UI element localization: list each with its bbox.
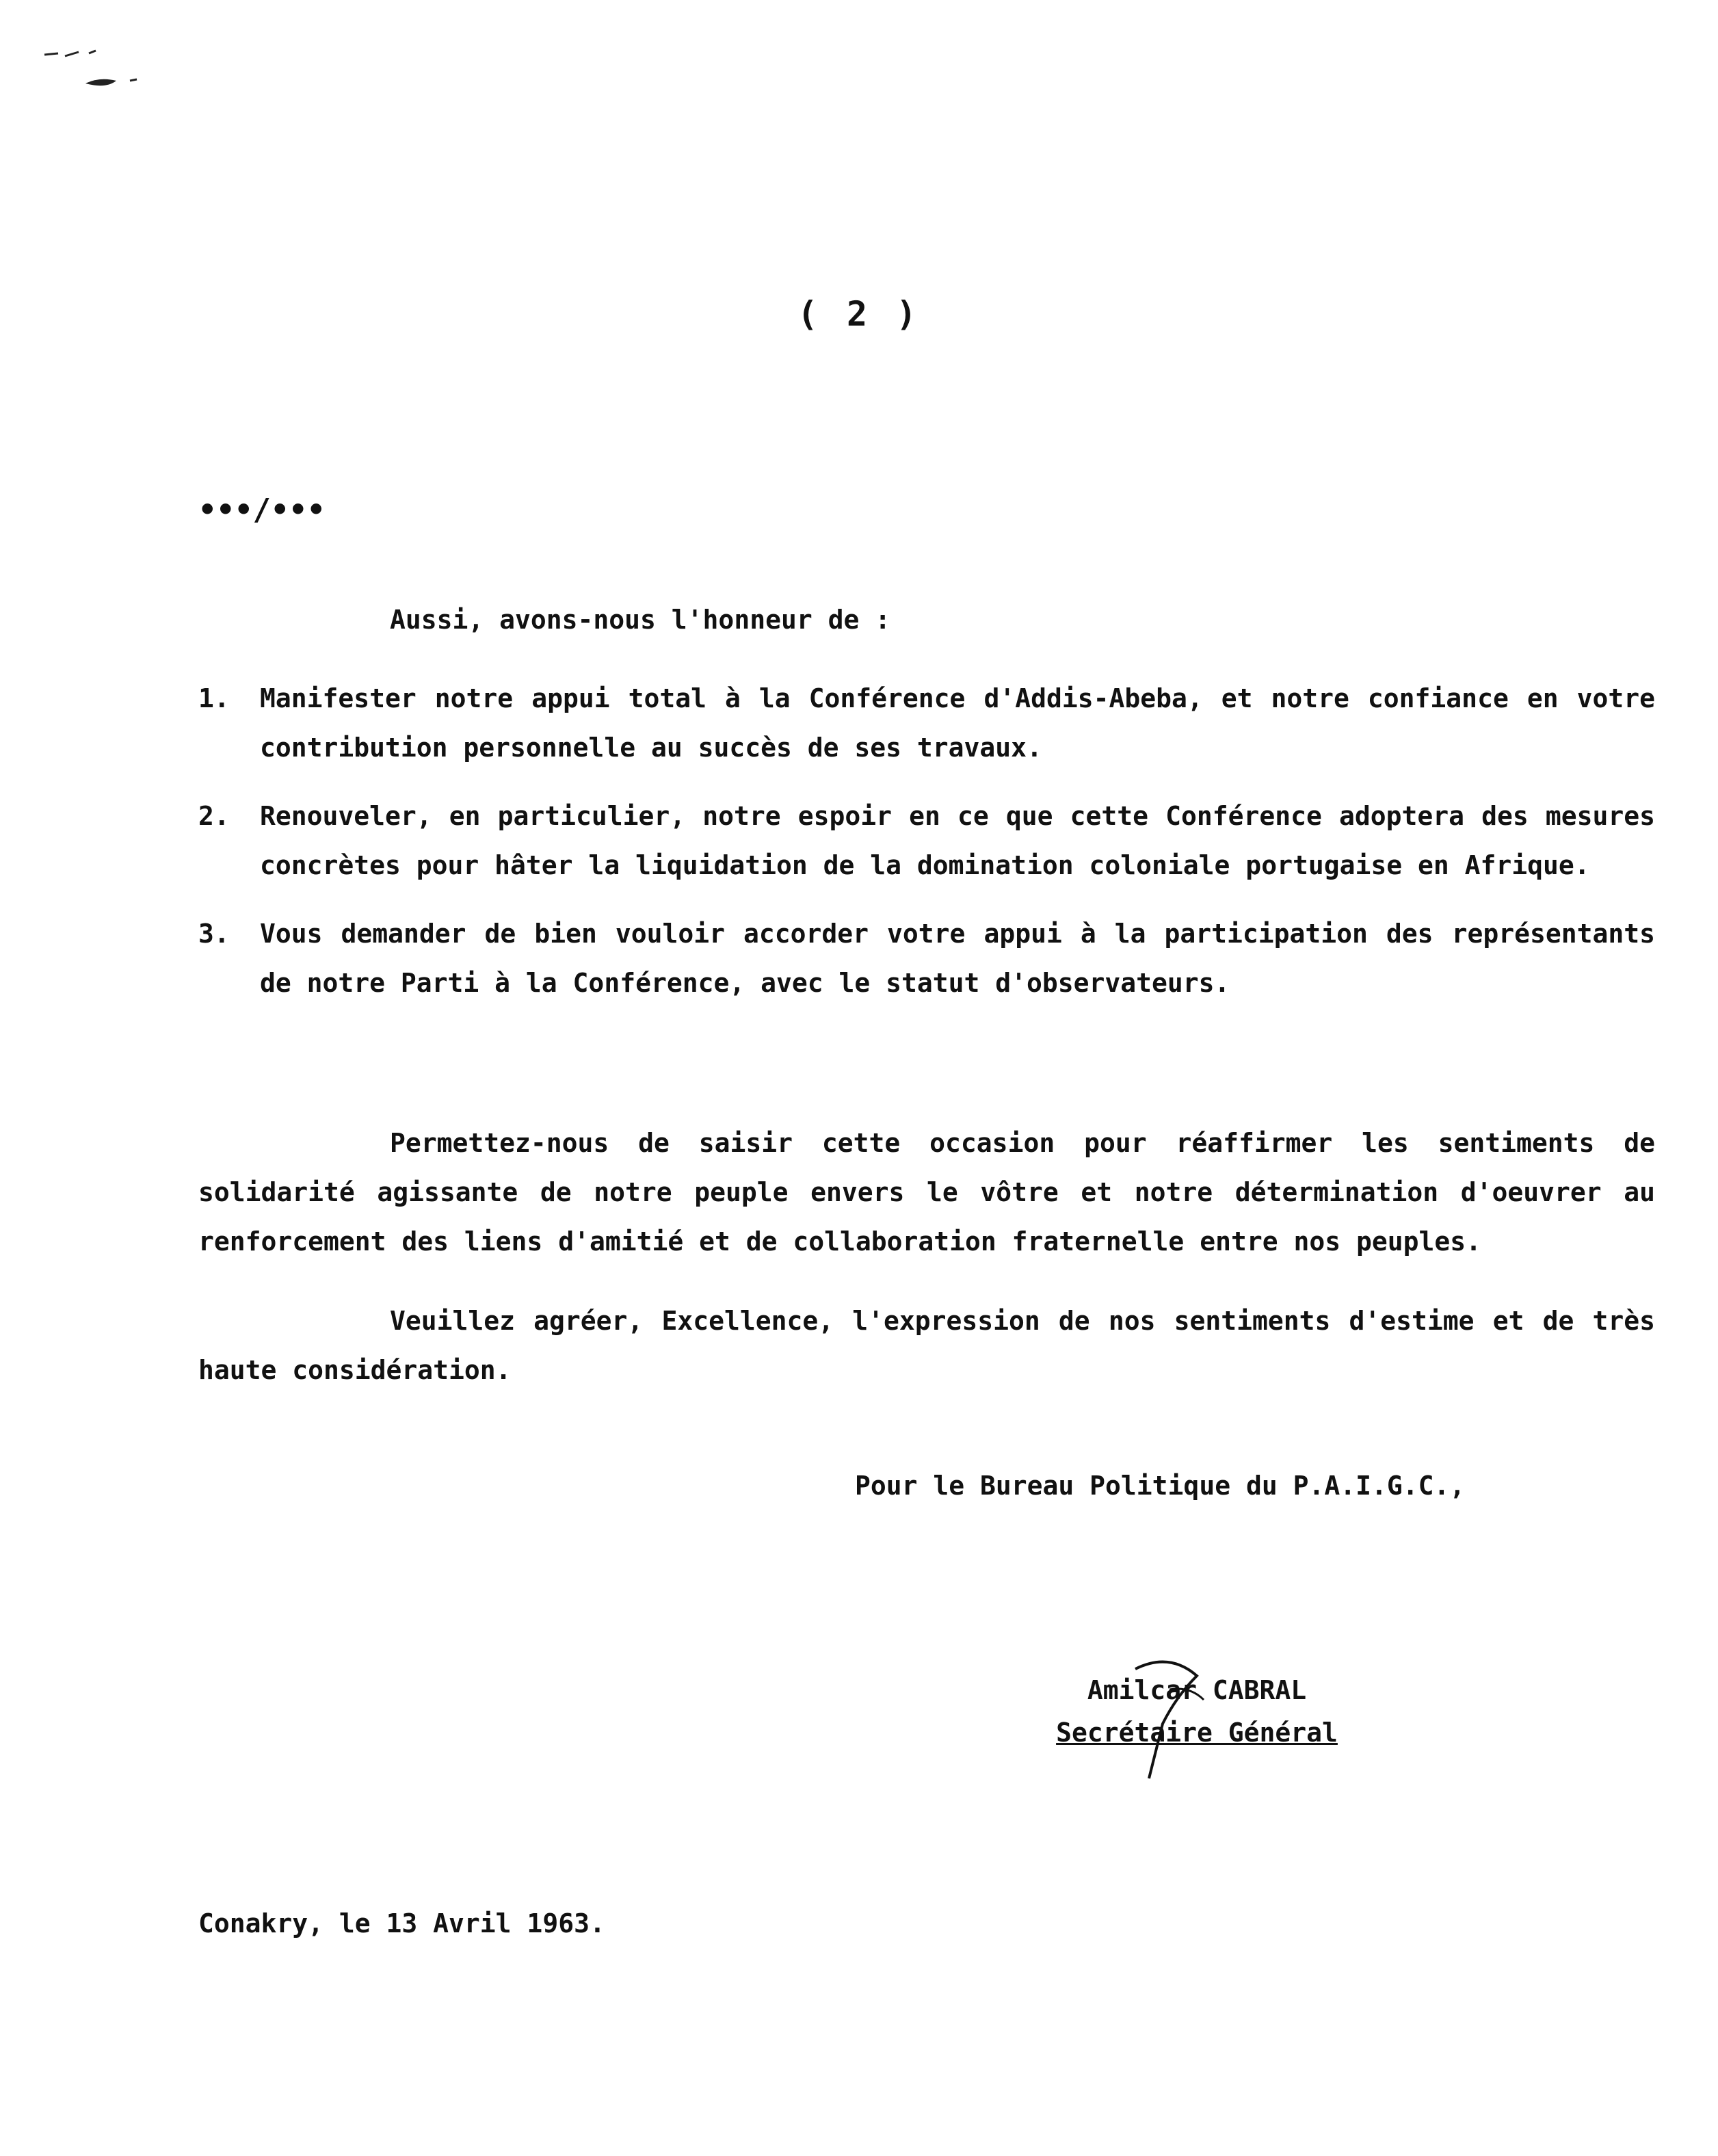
signatory-name: Amilcar CABRAL xyxy=(1087,1675,1307,1705)
list-item xyxy=(198,674,1655,772)
page-number: ( 2 ) xyxy=(797,294,921,334)
list-item xyxy=(198,791,1655,890)
list-item-text: Renouveler, en particulier, notre espoir en ce que cette Conférence adoptera des mesures concrètes pour hâter la liquidation de la domination coloniale portugaise en Afrique. xyxy=(260,801,1655,880)
solidarity-paragraph: Permettez-nous de saisir cette occasion pour réaffirmer les sentiments de solidarité agissante de notre peuple envers le vôtre et notre détermination d'oeuvrer au renforcement des liens d'amitié et de collaboration fraternelle entre nos peuples. xyxy=(198,1128,1655,1257)
list-item xyxy=(198,909,1655,1008)
list-item-number: 3. xyxy=(198,919,230,949)
list-item-number: 1. xyxy=(198,683,230,713)
scan-marks-decoration xyxy=(41,41,150,103)
list-item-text: Manifester notre appui total à la Conférence d'Addis-Abeba, et notre confiance en votre contribution personnelle au succès de ses travaux. xyxy=(260,683,1655,763)
signatory-title: Secrétaire Général xyxy=(1056,1718,1338,1748)
date-line: Conakry, le 13 Avril 1963. xyxy=(198,1908,605,1938)
request-list xyxy=(198,674,1655,1027)
signature-intro: Pour le Bureau Politique du P.A.I.G.C., xyxy=(855,1471,1466,1501)
intro-line: Aussi, avons-nous l'honneur de : xyxy=(390,605,891,635)
continuation-mark: •••/••• xyxy=(198,492,326,527)
closing-paragraph: Veuillez agréer, Excellence, l'expression de nos sentiments d'estime et de très haute considération. xyxy=(198,1306,1655,1385)
list-item-text: Vous demander de bien vouloir accorder votre appui à la participation des représentants de notre Parti à la Conférence, avec le statut d'observateurs. xyxy=(260,919,1655,998)
signature-block xyxy=(992,1669,1402,1754)
list-item-number: 2. xyxy=(198,801,230,831)
